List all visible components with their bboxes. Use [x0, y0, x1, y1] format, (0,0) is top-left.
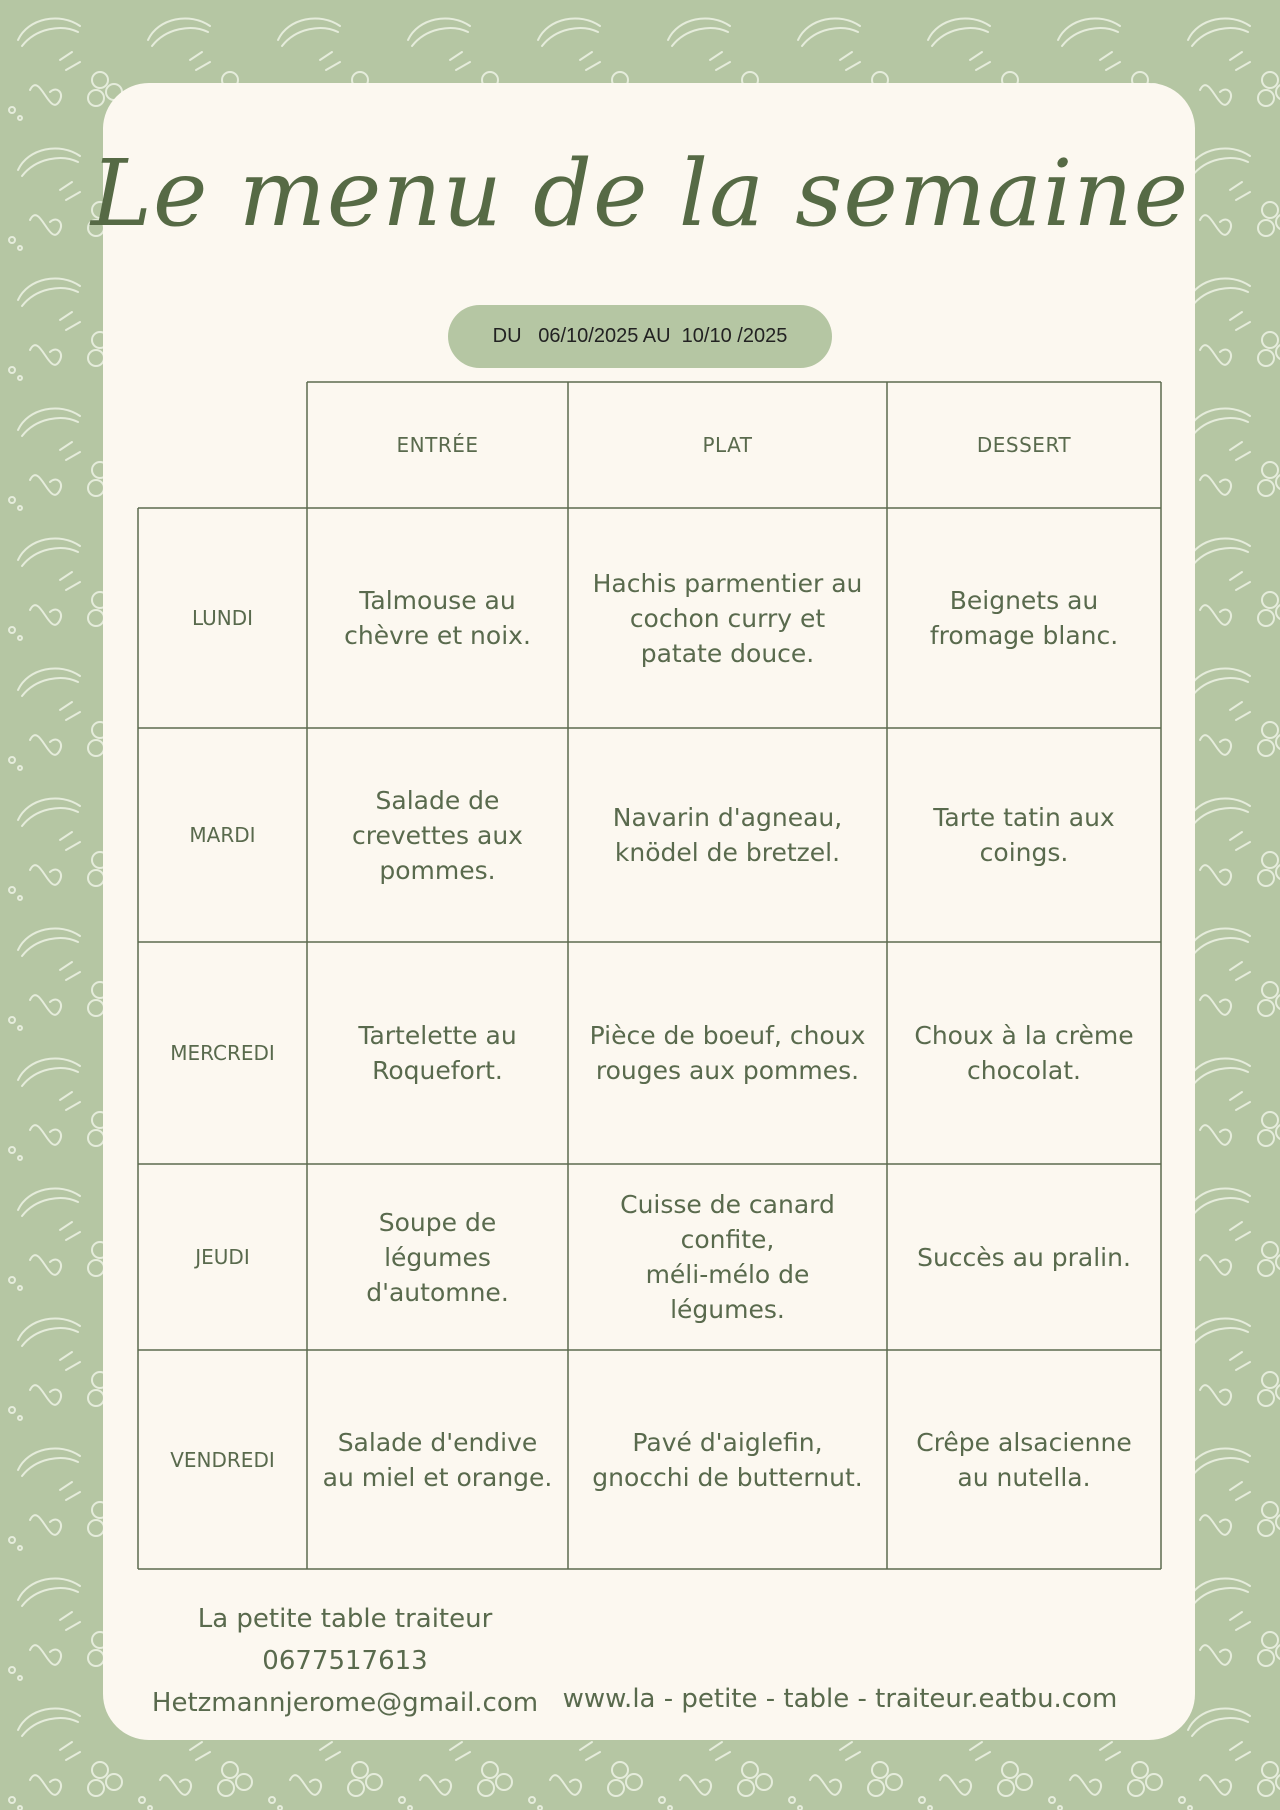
table-cell-entree: Salade de crevettes aux pommes.	[352, 785, 523, 885]
business-name: La petite table traiteur	[197, 1604, 493, 1634]
phone-number: 0677517613	[262, 1646, 428, 1676]
column-header-plat: PLAT	[702, 433, 753, 457]
column-header-entree: ENTRÉE	[396, 433, 479, 457]
page-title: Le menu de la semaine	[90, 140, 1190, 247]
table-cell-plat: Hachis parmentier au cochon curry et patate douce.	[592, 568, 863, 668]
table-cell-dessert: Crêpe alsacienne au nutella.	[916, 1427, 1132, 1492]
table-cell-plat: Pièce de boeuf, choux rouges aux pommes.	[589, 1021, 866, 1085]
day-label-jeudi: JEUDI	[195, 1245, 250, 1269]
table-cell-plat: Pavé d'aiglefin, gnocchi de butternut.	[592, 1427, 863, 1492]
table-cell-entree: Soupe de légumes d'automne.	[366, 1207, 509, 1307]
day-label-mardi: MARDI	[189, 823, 256, 847]
day-label-lundi: LUNDI	[191, 606, 254, 630]
email-address: Hetzmannjerome@gmail.com	[151, 1688, 539, 1718]
table-cell-dessert: Tarte tatin aux coings.	[933, 803, 1115, 867]
day-label-vendredi: VENDREDI	[170, 1447, 275, 1472]
table-cell-dessert: Choux à la crème chocolat.	[914, 1021, 1134, 1085]
date-range-badge: DU 06/10/2025 AU 10/10 /2025	[448, 305, 832, 368]
contact-block	[140, 1598, 550, 1724]
table-cell-dessert: Beignets au fromage blanc.	[929, 586, 1119, 650]
column-header-dessert: DESSERT	[976, 433, 1072, 457]
table-cell-dessert: Succès au pralin.	[917, 1242, 1131, 1272]
table-cell-entree: Tartelette au Roquefort.	[358, 1021, 517, 1085]
table-cell-plat: Cuisse de canard confite, méli-mélo de légumes.	[620, 1190, 835, 1324]
table-cell-plat: Navarin d'agneau, knödel de bretzel.	[612, 803, 843, 867]
table-cell-entree: Talmouse au chèvre et noix.	[344, 586, 531, 650]
day-label-mercredi: MERCREDI	[170, 1041, 275, 1065]
table-cell-entree: Salade d'endive au miel et orange.	[322, 1427, 553, 1492]
website-url: www.la - petite - table - traiteur.eatbu.com	[562, 1684, 1118, 1714]
